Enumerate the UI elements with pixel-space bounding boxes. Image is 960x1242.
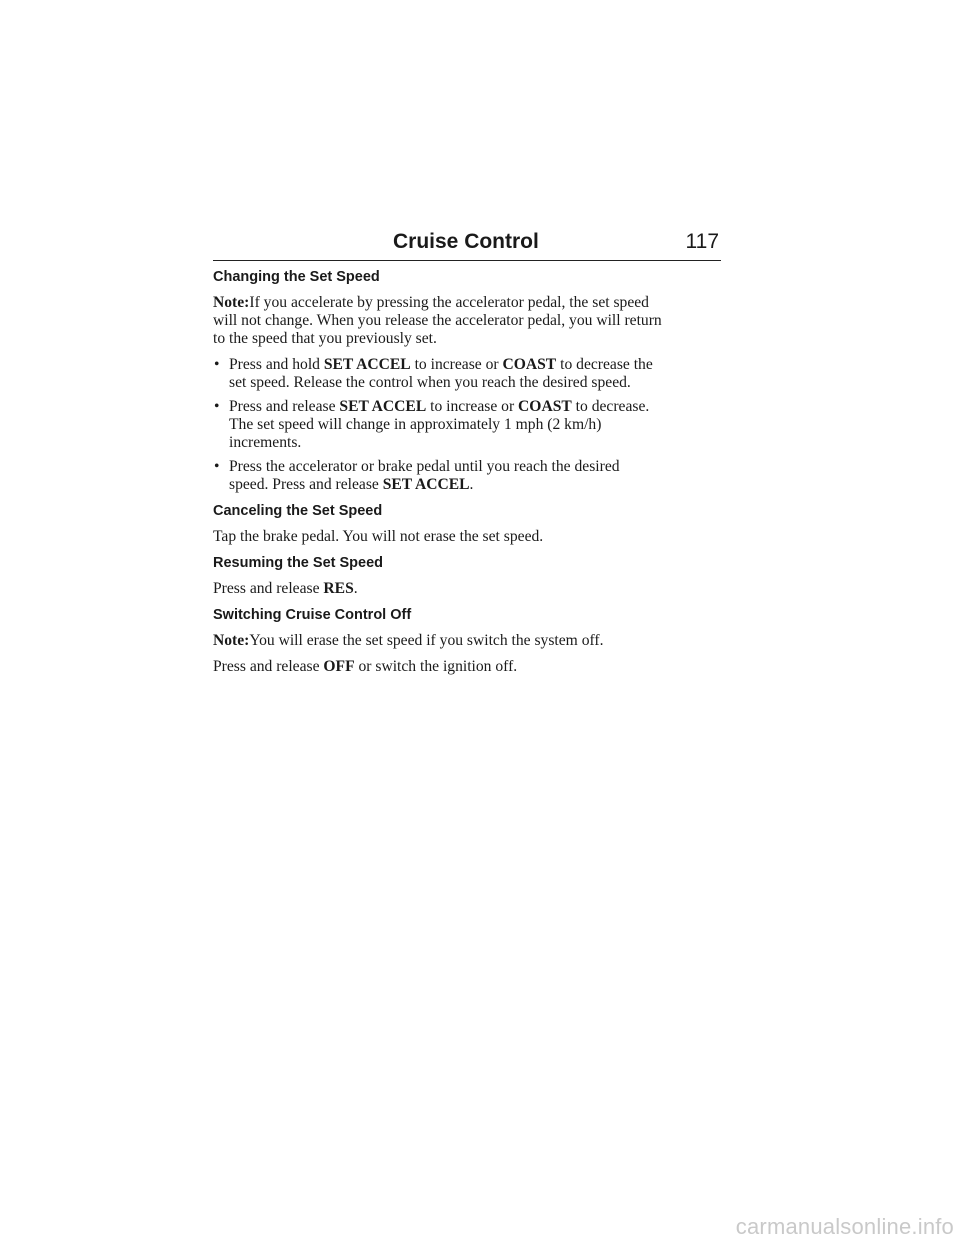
bullet-list-changing	[213, 356, 723, 494]
paragraph-text: Press and release	[213, 658, 324, 675]
heading-resuming-set-speed: Resuming the Set Speed	[213, 555, 384, 571]
bullet-text: Press the accelerator or brake pedal until you reach the desired	[229, 458, 620, 475]
heading-switching-off: Switching Cruise Control Off	[213, 607, 412, 623]
paragraph-text: or switch the ignition off.	[354, 658, 518, 675]
bullet-text: to decrease.	[571, 398, 650, 415]
note-switching-off	[213, 632, 723, 650]
bullet-text: The set speed will change in approximately 1 mph (2 km/h)	[229, 416, 602, 433]
bullet-text: .	[469, 476, 474, 493]
note-text: You will erase the set speed if you switch the system off.	[249, 632, 604, 649]
bullet-text: speed. Press and release	[229, 476, 383, 493]
paragraph-text: Press and release	[213, 580, 324, 597]
heading-changing-set-speed: Changing the Set Speed	[213, 269, 380, 285]
control-name-set-accel: SET ACCEL	[323, 356, 411, 373]
control-name-set-accel: SET ACCEL	[339, 398, 427, 415]
paragraph-switching-off	[213, 658, 723, 676]
heading-canceling-set-speed: Canceling the Set Speed	[213, 503, 383, 519]
bullet-icon: •	[214, 458, 220, 475]
watermark-logo: carmanualsonline.info	[735, 1214, 954, 1239]
bullet-text: increments.	[229, 434, 302, 451]
note-text-line-3: to the speed that you previously set.	[213, 330, 437, 347]
note-changing-set-speed	[213, 294, 723, 348]
control-name-off: OFF	[323, 658, 355, 675]
control-name-res: RES	[323, 580, 354, 597]
page-content	[213, 268, 723, 684]
bullet-icon: •	[214, 398, 220, 415]
bullet-text: Press and release	[229, 398, 340, 415]
control-name-coast: COAST	[502, 356, 557, 373]
bullet-text: set speed. Release the control when you reach the desired speed.	[229, 374, 631, 391]
control-name-set-accel: SET ACCEL	[382, 476, 470, 493]
bullet-text: to increase or	[426, 398, 519, 415]
note-text-line-1: If you accelerate by pressing the accelerator pedal, the set speed	[249, 294, 649, 311]
note-label: Note:	[213, 632, 250, 649]
note-label: Note:	[213, 294, 250, 311]
paragraph-resuming	[213, 580, 723, 598]
bullet-text: to increase or	[410, 356, 503, 373]
bullet-text: to decrease the	[556, 356, 653, 373]
list-item	[213, 356, 723, 392]
bullet-text: Press and hold	[229, 356, 324, 373]
paragraph-canceling: Tap the brake pedal. You will not erase the set speed.	[213, 528, 544, 545]
list-item	[213, 458, 723, 494]
page-number: 117	[685, 230, 719, 253]
control-name-coast: COAST	[518, 398, 572, 415]
bullet-icon: •	[214, 356, 220, 373]
note-text-line-2: will not change. When you release the accelerator pedal, you will return	[213, 312, 662, 329]
list-item	[213, 398, 723, 452]
page-header	[213, 228, 721, 261]
paragraph-text: .	[353, 580, 358, 597]
section-title: Cruise Control	[393, 230, 539, 253]
